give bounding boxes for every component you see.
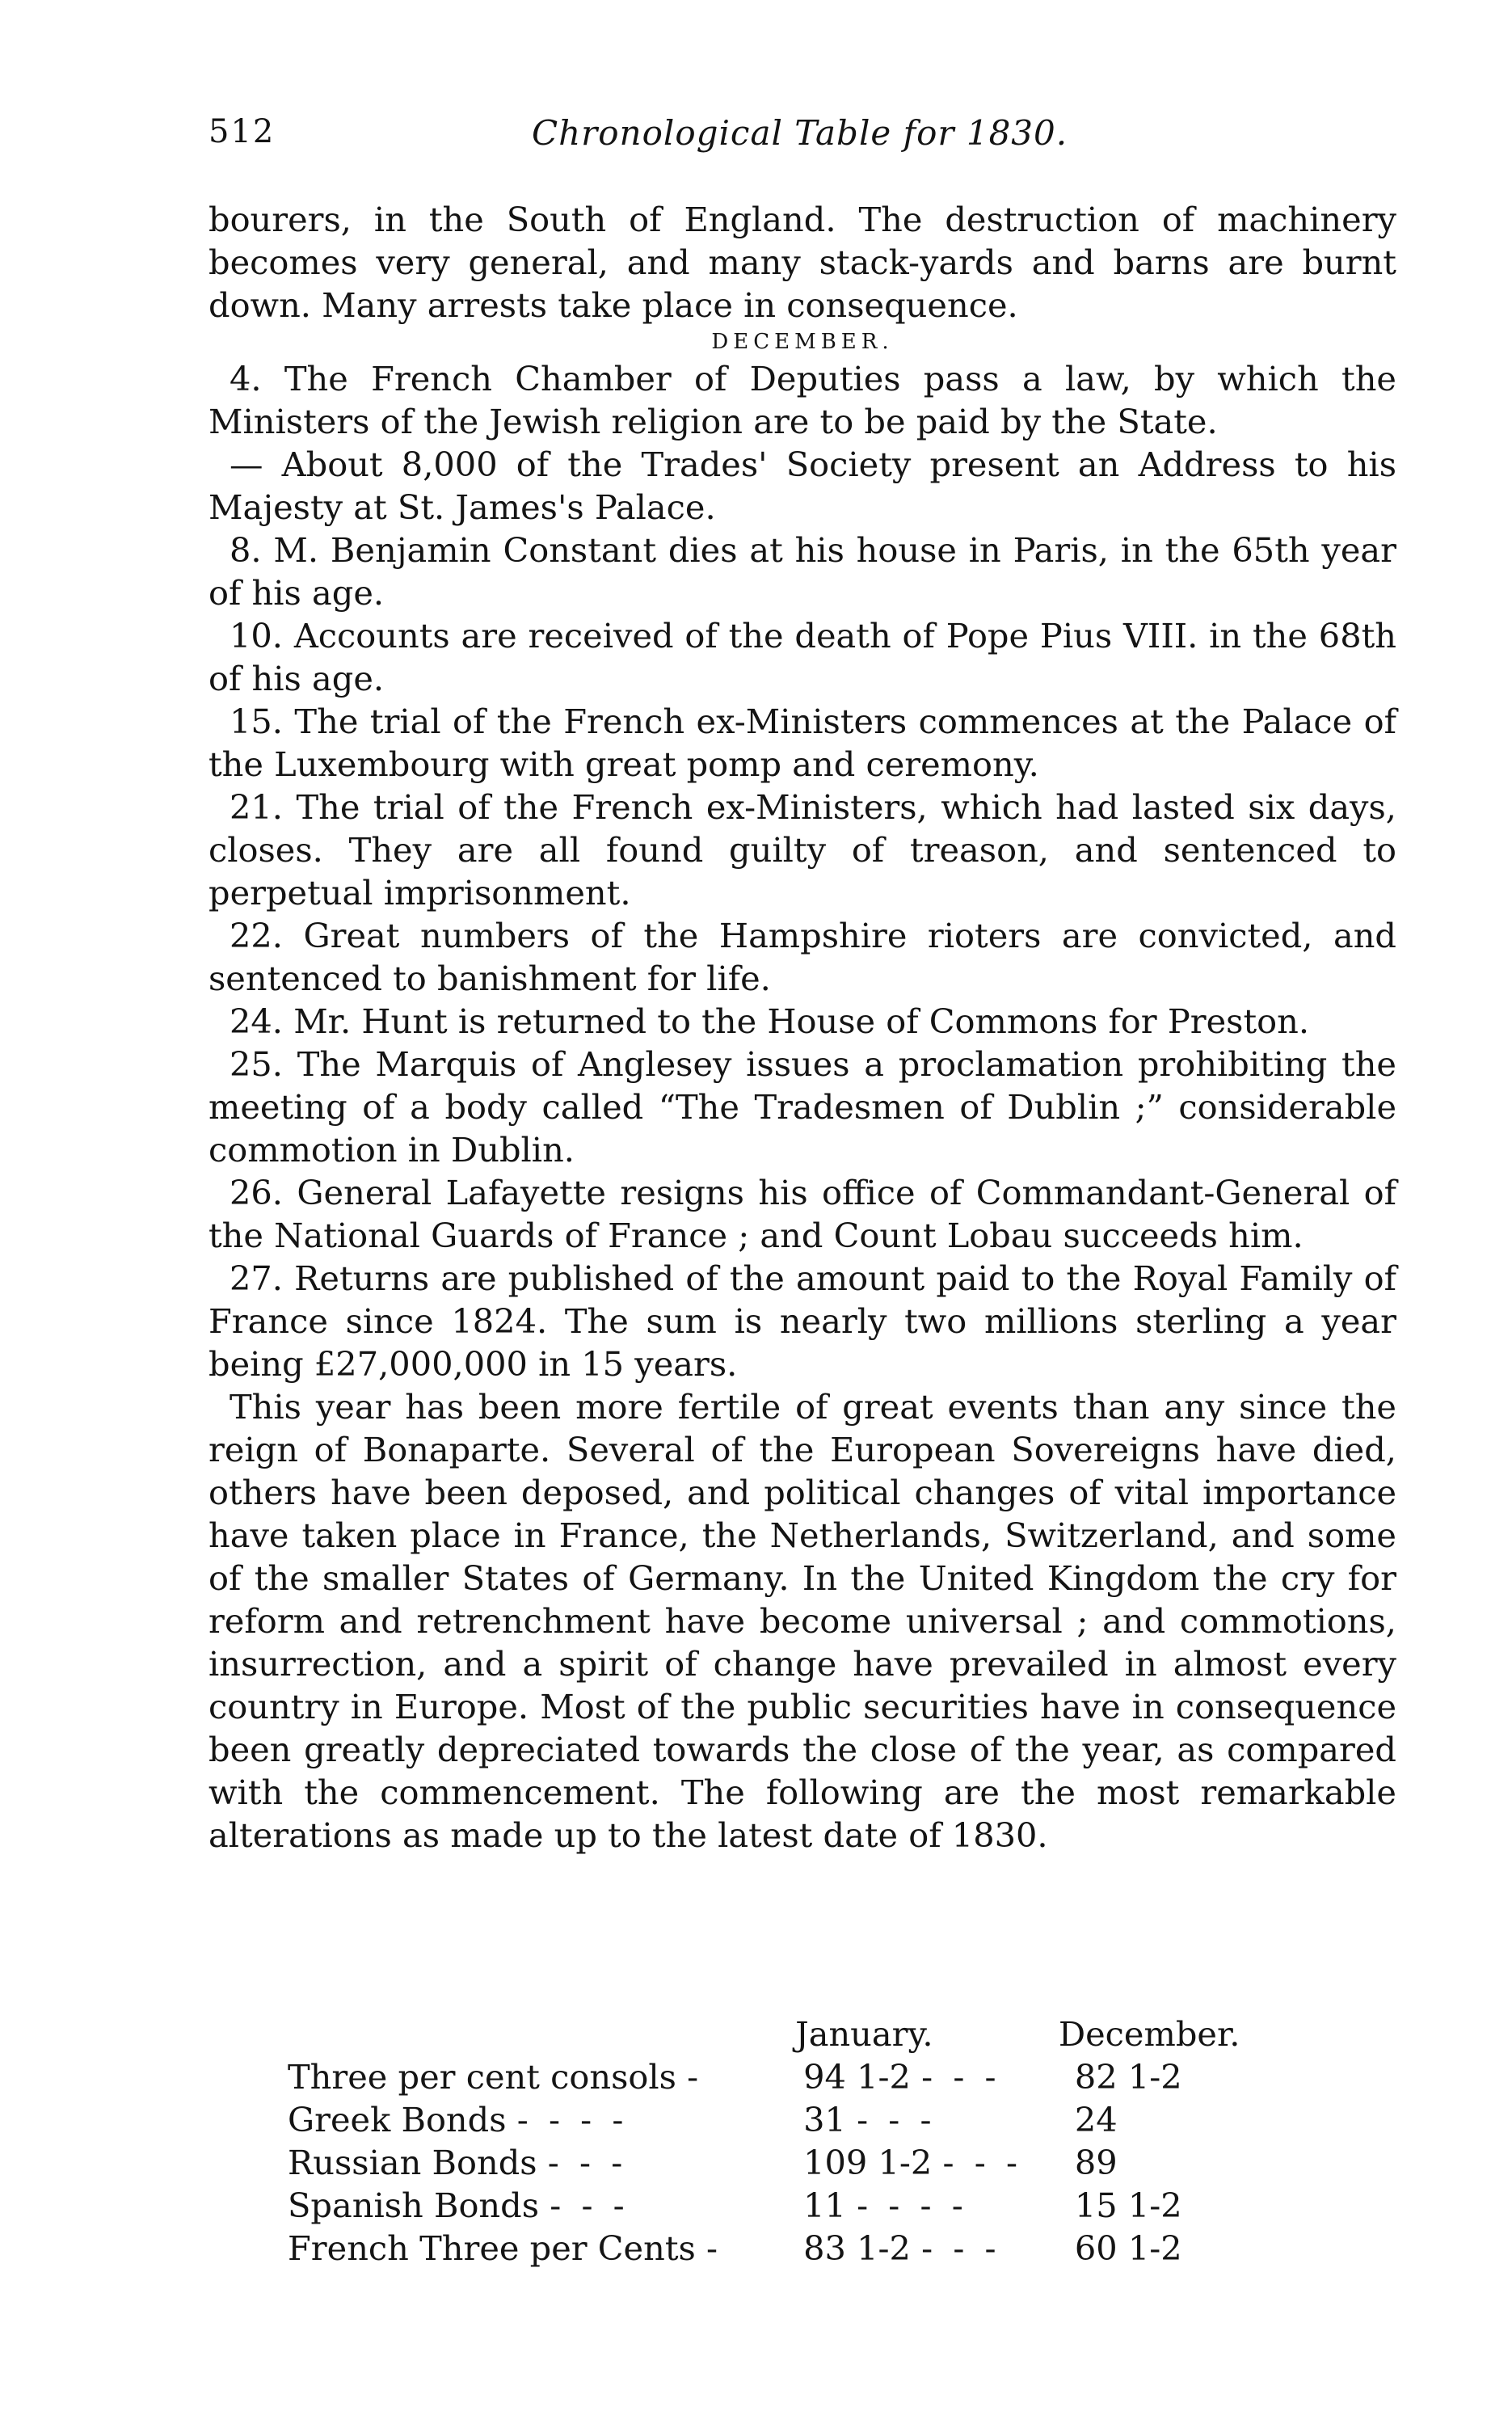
securities-table-header [288, 2013, 1306, 2055]
entry-dec-21: 21. The trial of the French ex-Ministers, which had lasted six days, closes. They are all found guilty of treason, and sentenced to perpetual imprisonment. [208, 787, 1396, 913]
security-name: Russian Bonds [288, 2143, 537, 2182]
leader-dots: - [706, 2228, 723, 2268]
leader-dots: - - - [547, 2143, 628, 2182]
security-name: French Three per Cents [288, 2228, 696, 2268]
december-value: 24 [1074, 2100, 1118, 2139]
entry-dec-25: 25. The Marquis of Anglesey issues a proclamation prohibiting the meeting of a body called “The Tradesmen of Dublin ;” considerable commotion in Dublin. [208, 1044, 1396, 1170]
running-title: Chronological Table for 1830. [532, 113, 1068, 153]
leader-dots: - - - [550, 2186, 630, 2225]
year-summary: This year has been more fertile of great events than any since the reign of Bonaparte. Several of the European Sovereigns have died, others have been deposed, and political changes of vital importance have taken place in France, the Netherlands, Switzerland, and some of the smaller States of Germany. In the United Kingdom the cry for reform and retrenchment have become universal ; and commotions, insurrection, and a spirit of change have prevailed in almost every country in Europe. Most of the public securities have in consequence been greatly depreciated towards the close of the year, as compared with the commencement. The following are the most remarkable alterations as made up to the latest date of 1830. [208, 1387, 1396, 1855]
table-row [288, 2227, 1306, 2270]
table-row [288, 2141, 1306, 2184]
entry-dec-27: 27. Returns are published of the amount paid to the Royal Family of France since 1824. The sum is nearly two millions sterling a year being £27,000,000 in 15 years. [208, 1258, 1396, 1384]
entry-dec-10: 10. Accounts are received of the death of Pope Pius VIII. in the 68th of his age. [208, 616, 1396, 698]
page-header [208, 113, 1372, 162]
leader-dots: - [687, 2057, 704, 2097]
entry-dec-22: 22. Great numbers of the Hampshire rioters are convicted, and sentenced to banishment for life. [208, 916, 1396, 998]
header-january: January. [795, 2014, 933, 2054]
entry-dec-15: 15. The trial of the French ex-Ministers commences at the Palace of the Luxembourg with great pomp and ceremony. [208, 702, 1396, 784]
table-row [288, 2098, 1306, 2141]
december-value: 82 1-2 [1074, 2057, 1182, 2097]
header-december: December. [1058, 2014, 1240, 2054]
header-blank [288, 2013, 779, 2055]
january-value: 109 1-2 [803, 2143, 933, 2182]
separator-dots: - - - [942, 2143, 1022, 2182]
separator-dots: - - - [921, 2228, 1001, 2268]
entry-dec-26: 26. General Lafayette resigns his office of Commandant-General of the National Guards of France ; and Count Lobau succeeds him. [208, 1173, 1396, 1255]
january-value: 31 [803, 2100, 846, 2139]
december-value: 60 1-2 [1074, 2228, 1182, 2268]
table-row [288, 2055, 1306, 2098]
month-heading-december: DECEMBER. [711, 330, 894, 354]
december-value: 15 1-2 [1074, 2186, 1182, 2225]
separator-dots: - - - - [857, 2186, 968, 2225]
leader-dots: - - - - [516, 2100, 629, 2139]
security-name: Greek Bonds [288, 2100, 507, 2139]
entry-dec-4-address: — About 8,000 of the Trades' Society present an Address to his Majesty at St. James's Palace. [208, 445, 1396, 527]
december-value: 89 [1074, 2143, 1118, 2182]
separator-dots: - - - [921, 2057, 1001, 2097]
chronology-text [208, 198, 1396, 1857]
separator-dots: - - - [857, 2100, 937, 2139]
page-number: 512 [208, 113, 276, 150]
entry-dec-4: 4. The French Chamber of Deputies pass a law, by which the Ministers of the Jewish religion are to be paid by the State. [208, 359, 1396, 441]
january-value: 94 1-2 [803, 2057, 911, 2097]
january-value: 11 [803, 2186, 846, 2225]
january-value: 83 1-2 [803, 2228, 911, 2268]
securities-table [288, 2013, 1306, 2270]
november-continuation: bourers, in the South of England. The destruction of machinery becomes very general, and many stack-yards and barns are burnt down. Many arrests take place in consequence. [208, 200, 1396, 325]
entry-dec-8: 8. M. Benjamin Constant dies at his house in Paris, in the 65th year of his age. [208, 530, 1396, 613]
entry-dec-24: 24. Mr. Hunt is returned to the House of Commons for Preston. [230, 1001, 1310, 1041]
security-name: Spanish Bonds [288, 2186, 540, 2225]
table-row [288, 2184, 1306, 2227]
security-name: Three per cent consols [288, 2057, 676, 2097]
